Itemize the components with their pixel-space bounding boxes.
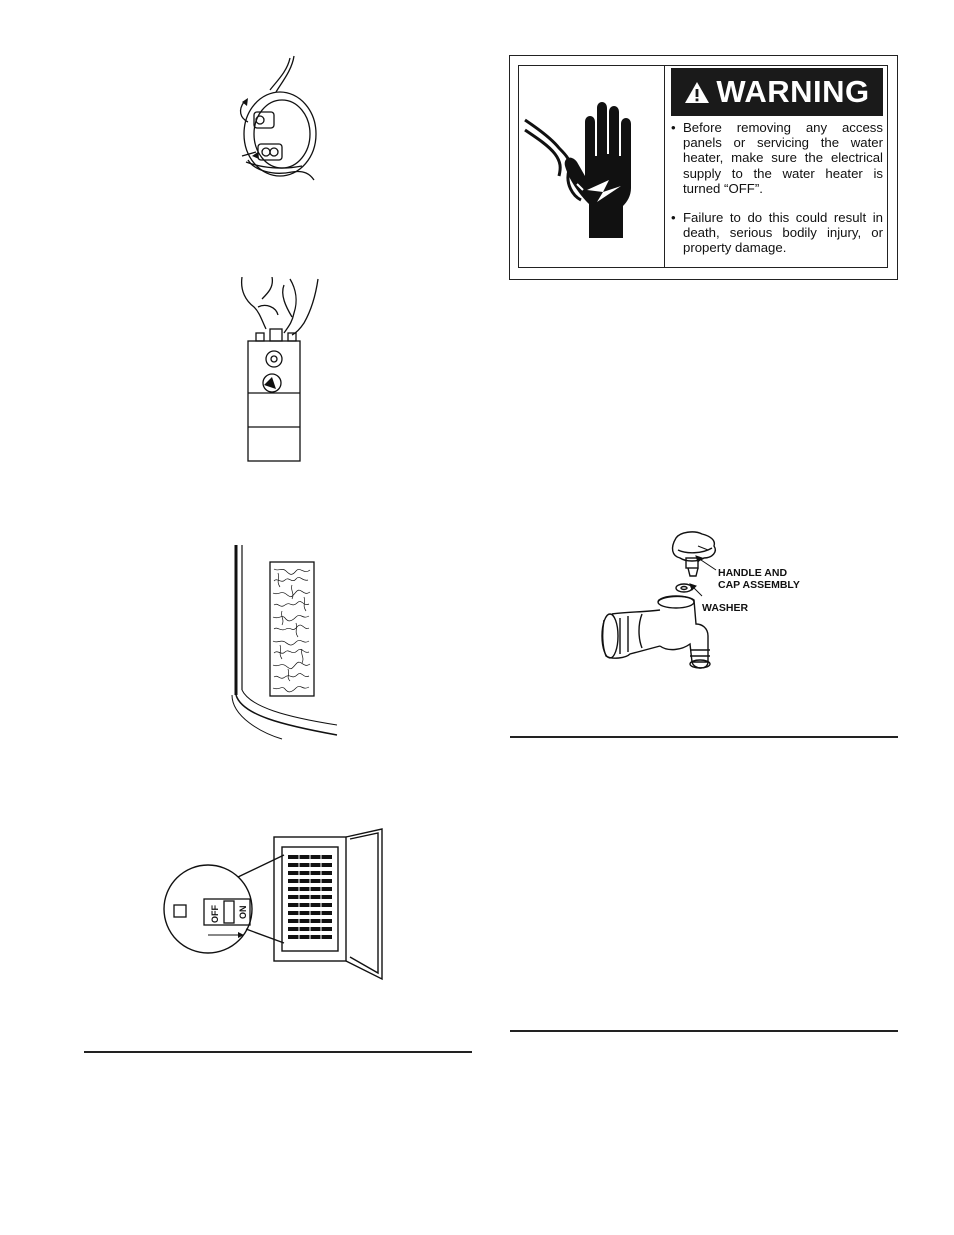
washer-label: WASHER (702, 602, 749, 614)
warning-bullet: • Before removing any access panels or servicing the water heater, make sure the electrical supply to the water heater is turned “OFF”. (671, 120, 883, 196)
left-section-divider (84, 1051, 472, 1053)
electric-shock-hand-icon (523, 98, 663, 238)
insulation-panel-illustration (222, 545, 342, 740)
breaker-off-label: OFF (210, 905, 220, 923)
warning-title: WARNING (716, 74, 870, 109)
breaker-on-label: ON (238, 905, 248, 919)
element-terminal-illustration (232, 52, 332, 182)
warning-divider (664, 66, 665, 267)
warning-bullet: • Failure to do this could result in death, serious bodily injury, or property damage. (671, 210, 883, 256)
warning-banner (671, 68, 883, 116)
breaker-panel-illustration (160, 825, 390, 985)
warning-panel (509, 55, 898, 280)
thermostat-hand-illustration (232, 277, 332, 467)
warning-bullet-text: Failure to do this could result in death, serious bodily injury, or property damage. (683, 210, 883, 256)
handle-cap-assembly-label: HANDLE AND CAP ASSEMBLY (718, 567, 800, 591)
warning-triangle-icon (684, 81, 710, 104)
drain-valve-illustration (598, 528, 728, 673)
warning-bullet-list (671, 120, 883, 270)
right-section-divider-top (510, 736, 898, 738)
warning-bullet-text: Before removing any access panels or servicing the water heater, make sure the electrical supply to the water heater is turned “OFF”. (683, 120, 883, 196)
warning-inner-frame (518, 65, 888, 268)
right-section-divider-bottom (510, 1030, 898, 1032)
